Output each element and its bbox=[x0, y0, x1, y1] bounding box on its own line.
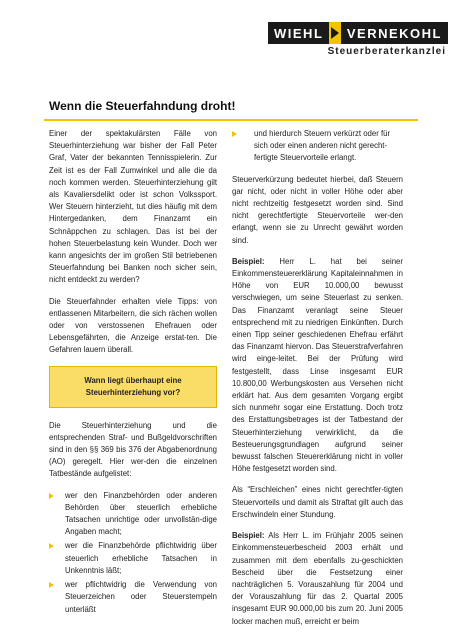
right-column bbox=[232, 128, 403, 637]
left-paragraph-3: Die Steuerhinterziehung und die entsprechenden Straf- und Bußgeldvorschriften sind in den §§ 369 bis 376 der Abgabenordnung (AO) geregelt. Hier wer-den die einzelnen Tatbestände aufgelistet: bbox=[49, 420, 217, 479]
triangle-bullet-icon bbox=[49, 493, 54, 499]
logo-arrow-icon bbox=[329, 22, 340, 44]
company-logo bbox=[268, 22, 448, 57]
triangle-bullet-icon bbox=[232, 131, 237, 137]
left-paragraph-2: Die Steuerfahnder erhalten viele Tipps: von entlassenen Mitarbeitern, die sich rächen wollen oder von verstossenen Ehefrauen oder Lebensgefährten, die Anzeige erstat-ten. Die Gefahren lauern überall. bbox=[49, 296, 217, 355]
title-divider bbox=[44, 119, 418, 121]
logo-name-right: VERNEKOHL bbox=[346, 25, 442, 41]
right-paragraph-3: Als “Erschleichen” eines nicht gerechtfer-tigten Steuervorteils und damit als Straftat gilt auch das Erschwindeln einer Stundung. bbox=[232, 485, 403, 519]
left-paragraph-1: Einer der spektakulärsten Fälle von Steuerhinterziehung war bisher der Fall Peter Graf, Vater der bekannten Tennisspielerin. Zur Zeit ist es der Fall Zumwinkel und alle die da noch kommen werden. Steuerhinterziehung gilt als Kavaliersdelikt oder ist schon Volkssport. Wer Steuern hinterzieht, tut dies häufig mit dem Hintergedanken, dem Finanzamt ein Schnäppchen zu schlagen. Das ist bei der hohen Steuerbelastung kein Wunder. Doch wer kann angesichts der im großen Stil betriebenen Steuerfahndung bei Banken noch sicher sein, nicht entdeckt zu werden? bbox=[49, 129, 217, 285]
example-label: Beispiel: bbox=[232, 531, 265, 541]
right-paragraph-1: Steuerverkürzung bedeutet hierbei, daß Steuern gar nicht, oder nicht in voller Höhe oder aber nicht rechtzeitig festgesetzt worden sind. Sind nicht gerechtfertigte Steuervorteile wer-den erlangt, wenn sie zu Unrecht gewährt worden sind. bbox=[232, 174, 403, 245]
question-box: Wann liegt überhaupt eine Steuerhinterziehung vor? bbox=[49, 366, 217, 408]
page-title: Wenn die Steuerfahndung droht! bbox=[49, 99, 236, 113]
list-item: wer den Finanzbehörden oder anderen Behörden über steuerlich erhebliche Tatsachen unrichtige oder unvollstän-dige Angaben macht; bbox=[49, 490, 217, 539]
logo-bar bbox=[268, 22, 448, 44]
logo-subtitle: Steuerberaterkanzlei bbox=[327, 46, 446, 57]
right-paragraph-2: Beispiel: Herr L. hat bei seiner Einkommensteuererklärung Kapitaleinnahmen in Höhe von EUR 10.000,00 bewusst verschwiegen, um seine Steuerlast zu senken. Das Finanzamt veranlagt seine Steuer entsprechend mit zu niedrigen Einkünften. Durch einen Tipp seiner geschiedenen Ehefrau erfährt das Finanzamt hiervon. Das Steuerstrafverfahren wird einge-leitet. Bei der Prüfung wird festgestellt, dass Linse insgesamt EUR 10.800,00 Werbungskosten aus Versehen nicht erklärt hat. Aus dem gesamten Vorgang ergibt sich nunmehr sogar eine Erstattung. Doch trotz des Erstattungsbetrages ist der Tatbestand der Steuerhinterziehung verwirklicht, da die Besteuerungsgrundlagen aufgrund seiner bewusst falschen Steuererklärung nicht in voller Höhe festgesetzt worden sind. bbox=[232, 256, 403, 474]
list-item: wer die Finanzbehörde pflichtwidrig über steuerlich erhebliche Tatsachen in Unkenntnis läßt; bbox=[49, 540, 217, 577]
right-paragraph-4: Beispiel: Als Herr L. im Frühjahr 2005 seinen Einkommensteuerbescheid 2003 erhält und zusammen mit dem ebenfalls zu-geschickten Bescheid über die Festsetzung einer nachträglichen 5. Vorauszahlung für 2004 und der Vorauszahlung für das 2. Quartal 2005 insgesamt EUR 90.000,00 bis zum 20. Juni 2005 locker machen muß, erreicht er beim bbox=[232, 531, 403, 626]
example-label: Beispiel: bbox=[232, 256, 265, 266]
offense-list bbox=[49, 490, 217, 616]
triangle-bullet-icon bbox=[49, 582, 54, 588]
list-item: wer pflichtwidrig die Verwendung von Steuerzeichen oder Steuerstempeln unterläßt bbox=[49, 579, 217, 616]
logo-name-left: WIEHL bbox=[274, 25, 324, 41]
list-item: und hierdurch Steuern verkürzt oder für sich oder einen anderen nicht gerecht-fertigte Steuervorteile erlangt. bbox=[232, 128, 403, 165]
triangle-bullet-icon bbox=[49, 543, 54, 549]
left-column bbox=[49, 128, 217, 618]
